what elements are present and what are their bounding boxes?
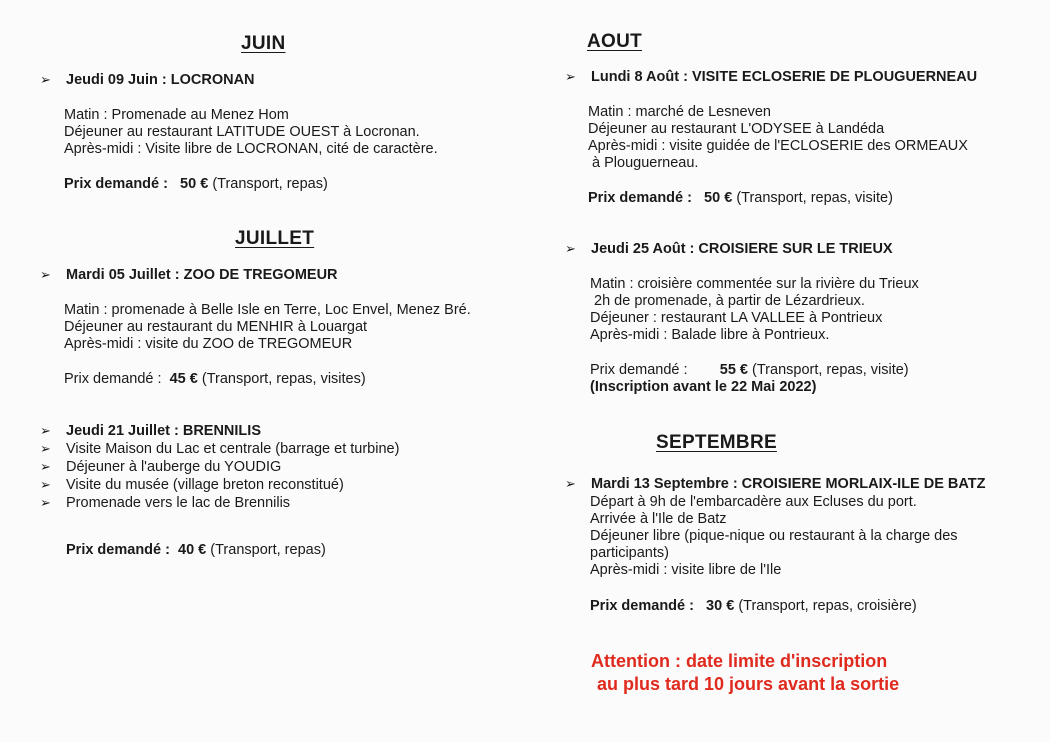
attention-line: Attention : date limite d'inscription: [591, 651, 888, 671]
detail-line: Après-midi : visite guidée de l'ECLOSERIE des ORMEAUX: [588, 138, 968, 154]
detail-line: Après-midi : Balade libre à Pontrieux.: [590, 327, 830, 343]
arrow-right-icon: ➢: [40, 423, 51, 438]
price-note: (Transport, repas): [212, 176, 328, 192]
price-value: 45 €: [169, 371, 198, 387]
detail-line: Matin : promenade à Belle Isle en Terre, Loc Envel, Menez Bré.: [64, 302, 471, 318]
list-item-text: Déjeuner à l'auberge du YOUDIG: [66, 459, 282, 475]
detail-line: Matin : croisière commentée sur la rivière du Trieux: [590, 276, 919, 292]
price-trieux: [590, 362, 909, 379]
detail-line: Déjeuner : restaurant LA VALLEE à Pontrieux: [590, 310, 883, 326]
event-title-text: Mardi 13 Septembre : CROISIERE MORLAIX-ILE DE BATZ: [591, 476, 986, 492]
detail-line: Matin : marché de Lesneven: [588, 104, 771, 120]
event-title-trieux: [565, 241, 893, 257]
attention-line: au plus tard 10 jours avant la sortie: [597, 674, 900, 694]
price-label: Prix demandé :: [588, 190, 692, 206]
arrow-right-icon: ➢: [565, 476, 576, 491]
arrow-right-icon: ➢: [565, 241, 576, 256]
list-item-text: Promenade vers le lac de Brennilis: [66, 495, 291, 511]
event-details-trieux: [590, 276, 919, 344]
inscription-deadline-trieux: (Inscription avant le 22 Mai 2022): [590, 379, 817, 395]
price-label: Prix demandé :: [66, 542, 170, 558]
price-note: (Transport, repas, visite): [752, 362, 909, 378]
event-title-text: Jeudi 21 Juillet : BRENNILIS: [66, 423, 261, 439]
arrow-right-icon: ➢: [40, 495, 51, 510]
detail-line: Matin : Promenade au Menez Hom: [64, 107, 289, 123]
event-title-locronan: [40, 72, 255, 88]
detail-line: à Plouguerneau.: [588, 155, 699, 171]
price-value: 50 €: [180, 176, 209, 192]
event-title-tregomeur: [40, 267, 338, 283]
detail-line: Arrivée à l'Ile de Batz: [590, 511, 727, 527]
month-heading-juin: JUIN: [241, 33, 286, 54]
arrow-right-icon: ➢: [40, 267, 51, 282]
event-details-locronan: [64, 107, 438, 158]
event-details-batz: [590, 494, 958, 579]
month-heading-juillet: JUILLET: [235, 228, 315, 249]
arrow-right-icon: ➢: [40, 477, 51, 492]
detail-line: Déjeuner libre (pique-nique ou restaurant à la charge des: [590, 528, 958, 544]
arrow-right-icon: ➢: [40, 441, 51, 456]
event-details-tregomeur: [64, 302, 471, 353]
price-ecloserie: [588, 190, 893, 207]
price-value: 40 €: [178, 542, 207, 558]
price-note: (Transport, repas, croisière): [738, 598, 917, 614]
event-title-batz: [565, 476, 986, 492]
event-details-ecloserie: [588, 104, 968, 172]
attention-notice: [591, 650, 899, 696]
month-heading-aout: AOUT: [587, 31, 643, 52]
price-brennilis: [66, 542, 326, 559]
event-bullets-brennilis: [40, 440, 399, 512]
list-item-text: Visite du musée (village breton reconstitué): [66, 477, 344, 493]
price-note: (Transport, repas): [210, 542, 326, 558]
price-note: (Transport, repas, visites): [201, 371, 366, 387]
price-tregomeur: [64, 371, 366, 388]
price-label: Prix demandé :: [64, 371, 162, 387]
price-locronan: [64, 176, 328, 193]
price-note: (Transport, repas, visite): [736, 190, 893, 206]
arrow-right-icon: ➢: [565, 69, 576, 84]
detail-line: Départ à 9h de l'embarcadère aux Ecluses du port.: [590, 494, 917, 510]
detail-line: Après-midi : Visite libre de LOCRONAN, cité de caractère.: [64, 141, 438, 157]
list-item: [40, 458, 399, 476]
list-item: [40, 440, 399, 458]
event-title-text: Jeudi 09 Juin : LOCRONAN: [66, 72, 255, 88]
event-title-ecloserie: [565, 69, 977, 85]
price-batz: [590, 598, 917, 615]
list-item-text: Visite Maison du Lac et centrale (barrage et turbine): [66, 441, 400, 457]
month-heading-septembre: SEPTEMBRE: [656, 432, 777, 453]
price-label: Prix demandé :: [590, 598, 694, 614]
detail-line: Après-midi : visite libre de l'Ile: [590, 562, 782, 578]
detail-line: Après-midi : visite du ZOO de TREGOMEUR: [64, 336, 353, 352]
arrow-right-icon: ➢: [40, 459, 51, 474]
detail-line: Déjeuner au restaurant L'ODYSEE à Landéda: [588, 121, 885, 137]
price-label: Prix demandé :: [64, 176, 168, 192]
list-item: [40, 476, 399, 494]
detail-line: 2h de promenade, à partir de Lézardrieux.: [590, 293, 865, 309]
detail-line: Déjeuner au restaurant du MENHIR à Louargat: [64, 319, 368, 335]
event-title-brennilis: [40, 423, 261, 439]
event-title-text: Jeudi 25 Août : CROISIERE SUR LE TRIEUX: [591, 241, 893, 257]
event-title-text: Lundi 8 Août : VISITE ECLOSERIE DE PLOUGUERNEAU: [591, 69, 978, 85]
detail-line: Déjeuner au restaurant LATITUDE OUEST à Locronan.: [64, 124, 420, 140]
event-title-text: Mardi 05 Juillet : ZOO DE TREGOMEUR: [66, 267, 338, 283]
price-value: 30 €: [706, 598, 735, 614]
price-label: Prix demandé :: [590, 362, 688, 378]
arrow-right-icon: ➢: [40, 72, 51, 87]
list-item: [40, 494, 399, 512]
price-value: 55 €: [719, 362, 748, 378]
detail-line: participants): [590, 545, 669, 561]
price-value: 50 €: [704, 190, 733, 206]
